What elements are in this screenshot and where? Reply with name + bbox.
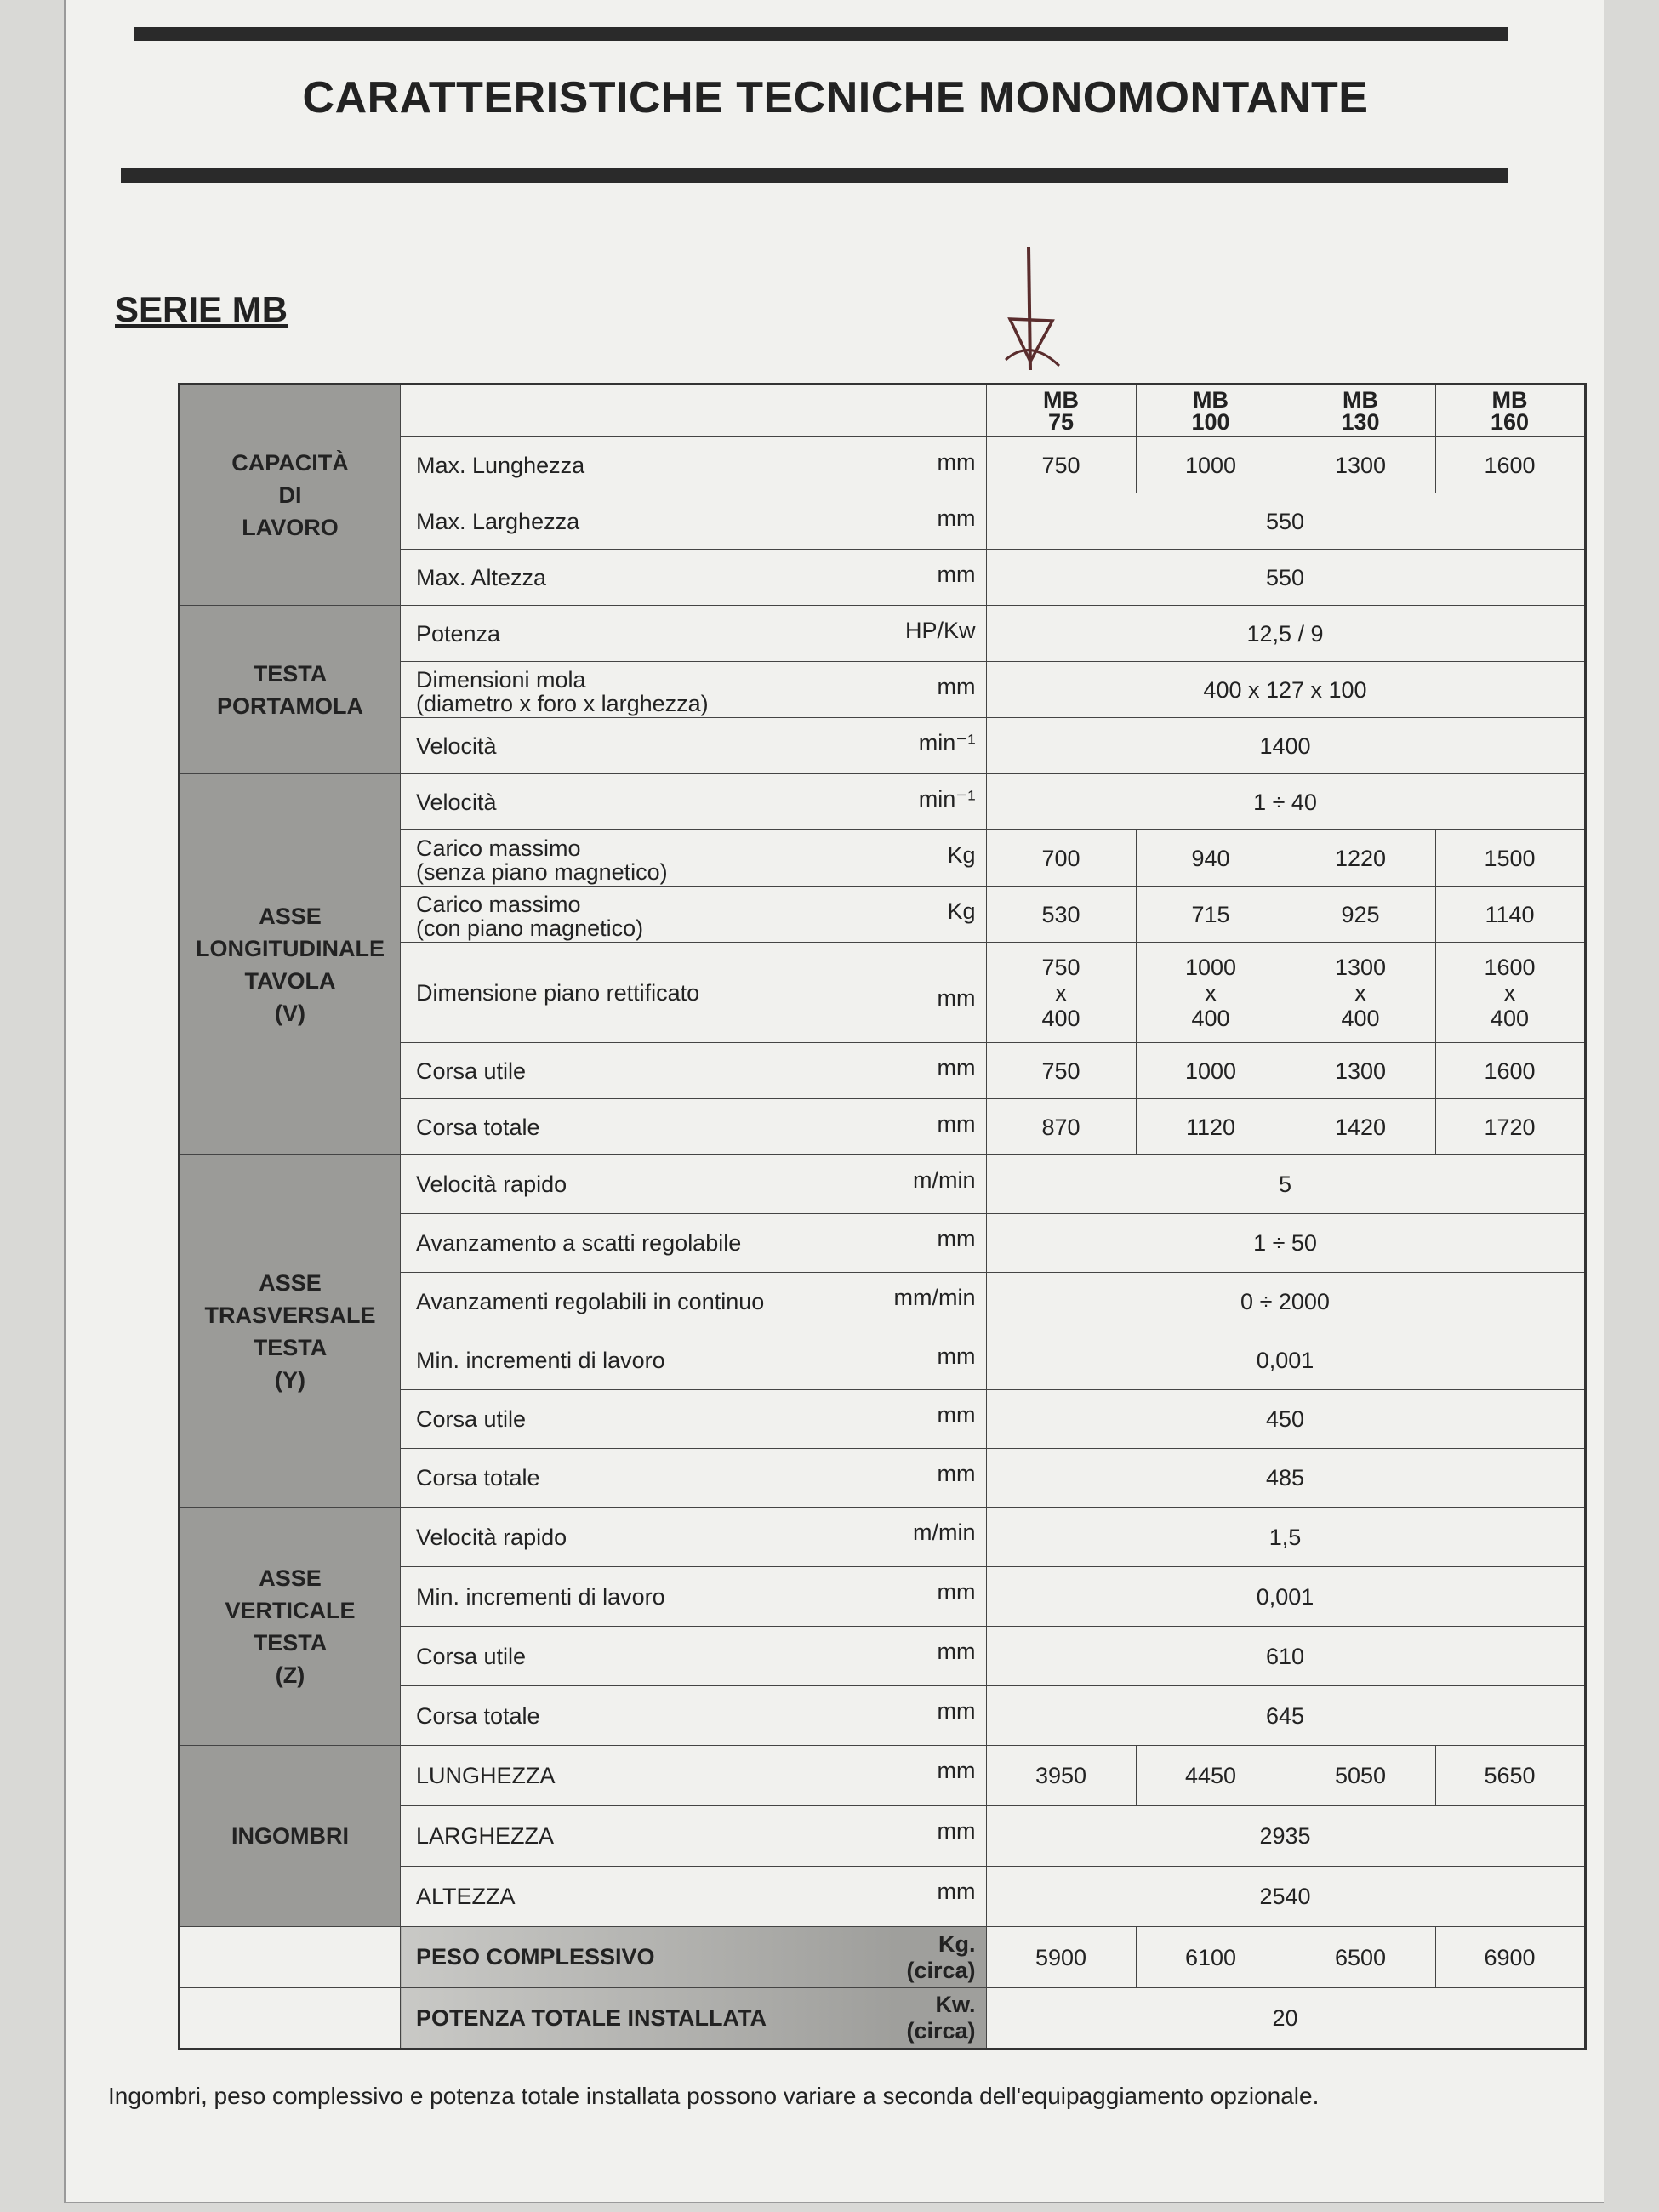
value-cell: 1000 xyxy=(1136,1043,1286,1099)
value-cell: 1600 xyxy=(1435,1043,1585,1099)
row-label: Min. incrementi di lavoro xyxy=(401,1331,894,1390)
row-unit: min⁻¹ xyxy=(894,774,987,830)
table-row xyxy=(180,1155,1586,1214)
value-cell: 2935 xyxy=(986,1806,1585,1867)
dim-b: 400 xyxy=(1041,1005,1080,1031)
title-rule xyxy=(121,168,1508,183)
row-label: Dimensione piano rettificato xyxy=(401,943,894,1043)
row-unit: Kg xyxy=(894,830,987,887)
label-line: (diametro x foro x larghezza) xyxy=(416,690,709,716)
value-cell xyxy=(1286,943,1435,1043)
value-cell: 3950 xyxy=(986,1746,1136,1806)
row-unit: HP/Kw xyxy=(894,606,987,662)
table-row xyxy=(180,774,1586,830)
value-cell: 450 xyxy=(986,1390,1585,1449)
table-row xyxy=(180,1746,1586,1806)
value-cell: 715 xyxy=(1136,887,1286,943)
row-unit: min⁻¹ xyxy=(894,718,987,774)
group-asse-longitudinale xyxy=(180,774,401,1155)
row-label: Min. incrementi di lavoro xyxy=(401,1567,894,1627)
value-cell: 6100 xyxy=(1136,1927,1286,1988)
value-cell: 1140 xyxy=(1435,887,1585,943)
group-text: TESTA xyxy=(253,1334,328,1360)
row-unit: mm xyxy=(894,662,987,718)
dim-a: 1300 xyxy=(1334,954,1387,980)
value-cell: 610 xyxy=(986,1627,1585,1686)
value-cell: 5 xyxy=(986,1155,1585,1214)
row-label: Corsa utile xyxy=(401,1043,894,1099)
value-cell: 20 xyxy=(986,1988,1585,2050)
table-row xyxy=(180,1988,1586,2050)
value-cell xyxy=(1435,943,1585,1043)
dim-x: x xyxy=(1055,979,1067,1006)
row-unit: Kg xyxy=(894,887,987,943)
value-cell: 1420 xyxy=(1286,1099,1435,1155)
row-label xyxy=(401,887,894,943)
group-testa-portamola xyxy=(180,606,401,774)
model-line: 130 xyxy=(1341,409,1380,435)
label-line: Carico massimo xyxy=(416,891,581,917)
dim-a: 1000 xyxy=(1184,954,1237,980)
row-label: Avanzamento a scatti regolabile xyxy=(401,1214,894,1273)
page-title: CARATTERISTICHE TECNICHE MONOMONTANTE xyxy=(302,73,1369,123)
dim-x: x xyxy=(1205,979,1217,1006)
model-line: MB xyxy=(1491,387,1528,413)
model-header xyxy=(1435,385,1585,437)
row-label: PESO COMPLESSIVO xyxy=(401,1927,894,1988)
row-unit: Kg. (circa) xyxy=(894,1927,987,1988)
group-text: ASSE xyxy=(259,1565,322,1591)
model-line: 160 xyxy=(1490,409,1530,435)
value-cell: 12,5 / 9 xyxy=(986,606,1585,662)
value-cell: 1 ÷ 50 xyxy=(986,1214,1585,1273)
model-line: MB xyxy=(1343,387,1378,413)
group-text: (Z) xyxy=(275,1662,305,1688)
model-line: MB xyxy=(1193,387,1229,413)
label-line: (senza piano magnetico) xyxy=(416,858,668,885)
group-text: (Y) xyxy=(275,1366,305,1393)
row-label: Velocità xyxy=(401,774,894,830)
row-unit: mm xyxy=(894,1449,987,1508)
value-cell: 1300 xyxy=(1286,437,1435,493)
group-text: TRASVERSALE xyxy=(204,1302,376,1328)
model-line: 100 xyxy=(1191,409,1230,435)
group-text: PORTAMOLA xyxy=(217,693,363,719)
row-label: Corsa utile xyxy=(401,1390,894,1449)
value-cell: 1600 xyxy=(1435,437,1585,493)
row-label: Max. Lunghezza xyxy=(401,437,894,493)
value-cell xyxy=(986,943,1136,1043)
group-text: VERTICALE xyxy=(225,1597,356,1623)
row-unit: Kw. (circa) xyxy=(894,1988,987,2050)
value-cell: 1300 xyxy=(1286,1043,1435,1099)
value-cell: 1 ÷ 40 xyxy=(986,774,1585,830)
row-unit: m/min xyxy=(894,1155,987,1214)
dim-x: x xyxy=(1354,979,1366,1006)
row-unit: mm xyxy=(894,1867,987,1927)
row-label: Corsa utile xyxy=(401,1627,894,1686)
label-line: Carico massimo xyxy=(416,835,581,861)
value-cell: 4450 xyxy=(1136,1746,1286,1806)
row-unit: mm xyxy=(894,1099,987,1155)
value-cell: 1120 xyxy=(1136,1099,1286,1155)
document-sheet xyxy=(64,0,1604,2203)
row-unit: mm xyxy=(894,1686,987,1746)
row-unit: mm xyxy=(894,493,987,550)
group-text: TESTA xyxy=(253,660,328,687)
value-cell: 0,001 xyxy=(986,1567,1585,1627)
value-cell: 2540 xyxy=(986,1867,1585,1927)
row-label: Corsa totale xyxy=(401,1449,894,1508)
row-label: LUNGHEZZA xyxy=(401,1746,894,1806)
label-line: Dimensioni mola xyxy=(416,666,586,693)
group-text: (V) xyxy=(275,1000,305,1026)
value-cell: 940 xyxy=(1136,830,1286,887)
specs-table xyxy=(178,383,1587,2050)
value-cell: 1720 xyxy=(1435,1099,1585,1155)
row-unit: mm xyxy=(894,1331,987,1390)
row-unit: mm xyxy=(894,1390,987,1449)
value-cell: 6500 xyxy=(1286,1927,1435,1988)
group-ingombri xyxy=(180,1746,401,1927)
label-line: (con piano magnetico) xyxy=(416,915,644,941)
value-cell: 925 xyxy=(1286,887,1435,943)
model-line: MB xyxy=(1043,387,1079,413)
row-label: Max. Altezza xyxy=(401,550,894,606)
row-unit: m/min xyxy=(894,1508,987,1567)
value-cell: 1220 xyxy=(1286,830,1435,887)
value-cell: 1,5 xyxy=(986,1508,1585,1567)
row-unit: mm xyxy=(894,437,987,493)
row-unit: mm xyxy=(894,1214,987,1273)
value-cell: 550 xyxy=(986,493,1585,550)
group-asse-trasversale xyxy=(180,1155,401,1508)
value-cell: 0,001 xyxy=(986,1331,1585,1390)
value-cell: 1000 xyxy=(1136,437,1286,493)
dim-b: 400 xyxy=(1490,1005,1530,1031)
model-line: 75 xyxy=(1047,409,1075,435)
value-cell: 550 xyxy=(986,550,1585,606)
group-text: DI xyxy=(278,482,302,508)
row-unit: mm xyxy=(894,1627,987,1686)
blank-group-cell xyxy=(180,1927,401,1988)
group-text: ASSE xyxy=(259,1269,322,1296)
value-cell: 530 xyxy=(986,887,1136,943)
value-cell: 5650 xyxy=(1435,1746,1585,1806)
row-label: LARGHEZZA xyxy=(401,1806,894,1867)
group-text: CAPACITÀ xyxy=(231,450,349,476)
dim-a: 1600 xyxy=(1484,954,1536,980)
group-text: LAVORO xyxy=(242,515,339,540)
table-header-row xyxy=(180,385,1586,437)
row-label: Max. Larghezza xyxy=(401,493,894,550)
series-heading: SERIE MB xyxy=(115,289,288,329)
value-cell: 0 ÷ 2000 xyxy=(986,1273,1585,1331)
row-label: Corsa totale xyxy=(401,1099,894,1155)
blank-group-cell xyxy=(180,1988,401,2050)
value-cell: 5050 xyxy=(1286,1746,1435,1806)
row-unit: mm xyxy=(894,1806,987,1867)
group-text: ASSE xyxy=(259,903,322,929)
table-row xyxy=(180,606,1586,662)
group-text: LONGITUDINALE xyxy=(196,935,385,961)
row-unit: mm xyxy=(894,1567,987,1627)
row-label: Velocità rapido xyxy=(401,1155,894,1214)
row-label: Potenza xyxy=(401,606,894,662)
value-cell xyxy=(1136,943,1286,1043)
row-unit: mm xyxy=(894,550,987,606)
group-text: TESTA xyxy=(253,1629,328,1656)
dim-b: 400 xyxy=(1191,1005,1230,1031)
value-cell: 5900 xyxy=(986,1927,1136,1988)
row-unit: mm/min xyxy=(894,1273,987,1331)
group-text: INGOMBRI xyxy=(231,1823,349,1849)
value-cell: 645 xyxy=(986,1686,1585,1746)
table-row xyxy=(180,1508,1586,1567)
value-cell: 750 xyxy=(986,437,1136,493)
row-label: Velocità rapido xyxy=(401,1508,894,1567)
value-cell: 1500 xyxy=(1435,830,1585,887)
row-label: POTENZA TOTALE INSTALLATA xyxy=(401,1988,894,2050)
value-cell: 750 xyxy=(986,1043,1136,1099)
dim-x: x xyxy=(1503,979,1516,1006)
handwritten-arrow-mark xyxy=(993,242,1069,387)
value-cell: 700 xyxy=(986,830,1136,887)
group-text: TAVOLA xyxy=(244,967,336,994)
top-rule xyxy=(134,27,1508,41)
value-cell: 400 x 127 x 100 xyxy=(986,662,1585,718)
row-label: Avanzamenti regolabili in continuo xyxy=(401,1273,894,1331)
model-header xyxy=(1136,385,1286,437)
row-unit: mm xyxy=(894,1746,987,1806)
footnote: Ingombri, peso complessivo e potenza totale installata possono variare a seconda dell'equipaggiamento opzionale. xyxy=(108,2083,1320,2109)
row-unit: mm xyxy=(894,943,987,1043)
row-label: Corsa totale xyxy=(401,1686,894,1746)
row-unit: mm xyxy=(894,1043,987,1099)
table-row xyxy=(180,1927,1586,1988)
row-label: Velocità xyxy=(401,718,894,774)
value-cell: 6900 xyxy=(1435,1927,1585,1988)
dim-a: 750 xyxy=(1041,954,1080,980)
header-spacer xyxy=(401,385,987,437)
value-cell: 1400 xyxy=(986,718,1585,774)
model-header xyxy=(1286,385,1435,437)
group-asse-verticale xyxy=(180,1508,401,1746)
row-label: ALTEZZA xyxy=(401,1867,894,1927)
model-header xyxy=(986,385,1136,437)
row-label xyxy=(401,830,894,887)
dim-b: 400 xyxy=(1341,1005,1380,1031)
value-cell: 485 xyxy=(986,1449,1585,1508)
value-cell: 870 xyxy=(986,1099,1136,1155)
row-label xyxy=(401,662,894,718)
group-capacita xyxy=(180,385,401,606)
